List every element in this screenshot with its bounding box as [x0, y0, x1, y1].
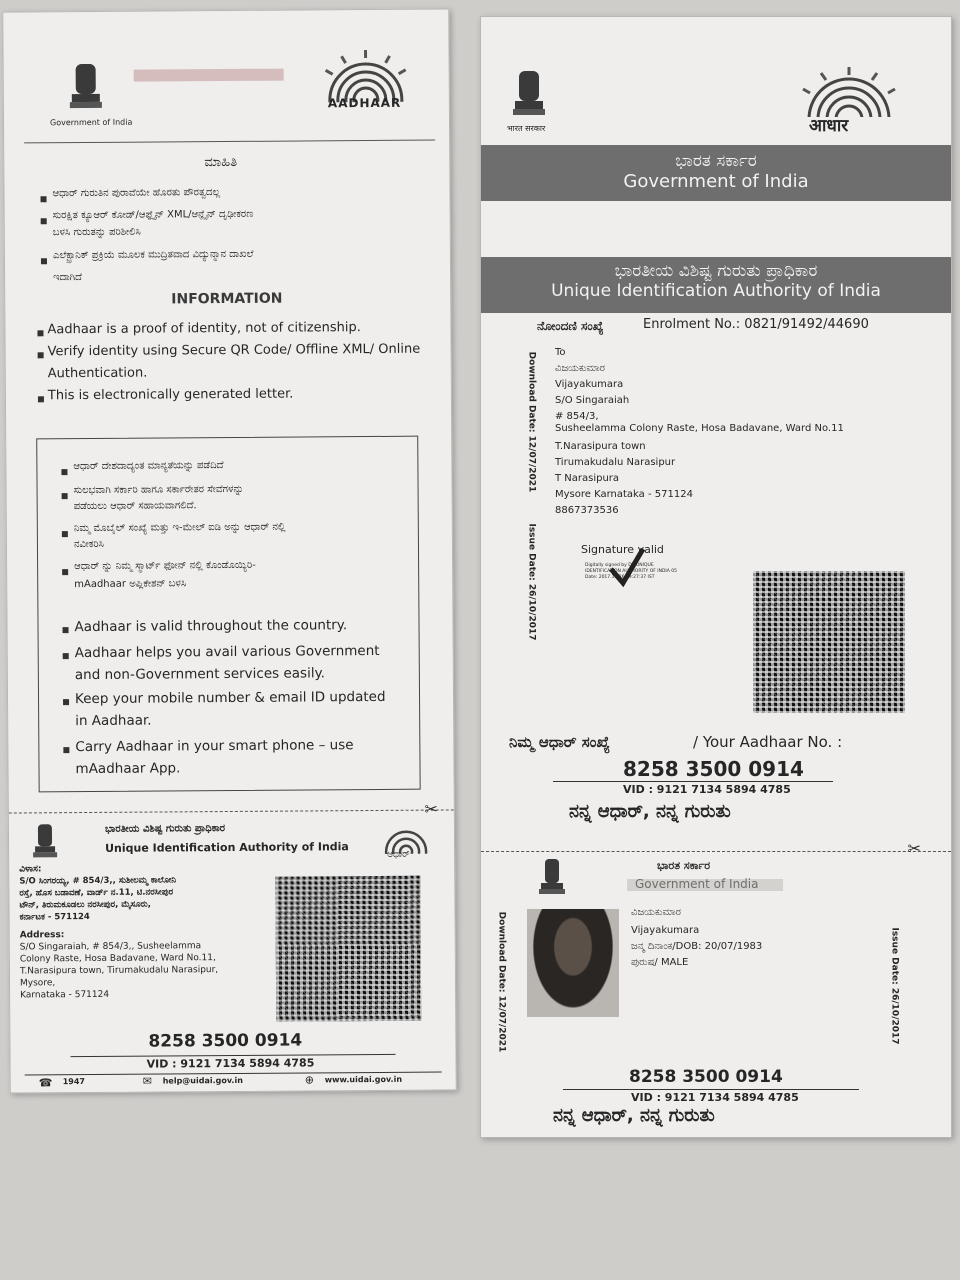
- signature-detail-2: IDENTIFICATION AUTHORITY OF INDIA 05: [585, 569, 677, 574]
- phone-icon: ☎: [38, 1076, 53, 1090]
- aadhaar-letter-back: [2, 8, 457, 1093]
- emblem-icon: [66, 58, 106, 114]
- uidai-en: Unique Identification Authority of India: [105, 840, 349, 855]
- header-divider: [24, 140, 435, 144]
- box-en-1: Aadhaar is valid throughout the country.: [74, 617, 348, 636]
- addr-line-4: # 854/3,: [555, 411, 599, 422]
- goi-hindi-label: भारत सरकार: [507, 124, 546, 133]
- address-en-label: Address:: [19, 930, 65, 941]
- address-kn-3: ಟೌನ್, ತಿರುಮಕೂಡಲು ನರಸೀಪುರ, ಮೈಸೂರು,: [19, 899, 151, 911]
- box-en-5: in Aadhaar.: [75, 712, 152, 730]
- aadhaar-fingerprint-icon: [322, 50, 410, 103]
- box-kn-4: ನಿಮ್ಮ ಮೊಬೈಲ್ ಸಂಖ್ಯೆ ಮತ್ತು ಇ-ಮೇಲ್ ಐಡಿ ಅನ್ನು ಆಧಾರ್ ನಲ್ಲಿ: [73, 521, 286, 535]
- your-aadhaar-label-en: / Your Aadhaar No. :: [693, 733, 843, 751]
- goi-band-kn: ಭಾರತ ಸರ್ಕಾರ: [675, 151, 757, 171]
- card-gender: ಪುರುಷ/ MALE: [631, 957, 689, 968]
- info-kn-4: ಎಲೆಕ್ಟ್ರಾನಿಕ್ ಪ್ರಕ್ರಿಯೆ ಮೂಲಕ ಮುದ್ರಿತವಾದ ವಿದ್ಯುನ್ಮಾನ ದಾಖಲೆ: [52, 248, 254, 262]
- address-kn-label: ವಿಳಾಸ:: [19, 864, 42, 875]
- redacted-bar: [134, 69, 284, 82]
- address-en-4: Mysore,: [19, 978, 56, 989]
- aadhaar-small-text: ಆಧಾರ್: [387, 849, 410, 860]
- footer-web: www.uidai.gov.in: [324, 1074, 403, 1085]
- address-kn-4: ಕರ್ನಾಟಕ - 571124: [19, 911, 90, 923]
- addr-line-5: Susheelamma Colony Raste, Hosa Badavane, Ward No.11: [555, 423, 844, 434]
- info-kn-5: ಇದಾಗಿದೆ: [53, 272, 82, 284]
- box-kn-2: ಸುಲಭವಾಗಿ ಸರ್ಕಾರಿ ಹಾಗೂ ಸರ್ಕಾರೇತರ ಸೇವೆಗಳನ್ನು: [73, 483, 244, 497]
- box-kn-3: ಪಡೆಯಲು ಆಧಾರ್ ಸಹಾಯವಾಗಲಿದೆ.: [73, 500, 197, 513]
- addr-line-6: T.Narasipura town: [555, 441, 646, 452]
- aadhaar-logo-text: AADHAAR: [327, 95, 402, 111]
- emblem-small-icon: [31, 820, 59, 860]
- signature-valid: Signature valid: [581, 543, 664, 556]
- goi-band-en: Government of India: [623, 171, 809, 192]
- card-name-kn: ವಿಜಯಕುಮಾರ: [631, 907, 681, 918]
- bullet: [41, 218, 47, 224]
- uidai-kn: ಭಾರತೀಯ ವಿಶಿಷ್ಟ ಗುರುತು ಪ್ರಾಧಿಕಾರ: [104, 823, 226, 835]
- card-aadhaar-number: 8258 3500 0914: [629, 1067, 783, 1087]
- vid-number: VID : 9121 7134 5894 4785: [146, 1056, 315, 1071]
- box-kn-1: ಆಧಾರ್ ದೇಶದಾದ್ಯಂತ ಮಾನ್ಯತೆಯನ್ನು ಪಡೆದಿದೆ: [73, 460, 224, 473]
- globe-icon: ⊕: [304, 1073, 314, 1087]
- box-kn-7: mAadhaar ಅಪ್ಲಿಕೇಶನ್ ಬಳಸಿ: [74, 578, 187, 591]
- bullet: [41, 196, 47, 202]
- qr-code: [275, 876, 421, 1022]
- info-kn-3: ಬಳಸಿ ಗುರುತನ್ನು ಪರಿಶೀಲಿಸಿ: [52, 226, 141, 239]
- footer-bar: [25, 1072, 442, 1092]
- addr-line-9: Mysore Karnataka - 571124: [555, 489, 693, 500]
- redacted-bar: [627, 879, 783, 891]
- aadhaar-number-underline: [553, 781, 833, 782]
- enrolment-label-kn: ನೋಂದಣಿ ಸಂಖ್ಯೆ: [537, 319, 604, 333]
- info-title: INFORMATION: [171, 290, 283, 308]
- card-vid-number: VID : 9121 7134 5894 4785: [631, 1091, 799, 1104]
- box-kn-6: ಆಧಾರ್ ನ್ನು ನಿಮ್ಮ ಸ್ಮಾರ್ಟ್ ಫೋನ್ ನಲ್ಲಿ ಕೊಂಡೊಯ್ಯಿರಿ-: [74, 559, 256, 573]
- aadhaar-number: 8258 3500 0914: [148, 1030, 303, 1052]
- card-issue-date: Issue Date: 26/10/2017: [889, 927, 900, 1045]
- footer-phone: 1947: [62, 1077, 85, 1087]
- issue-date-vertical: Issue Date: 26/10/2017: [526, 523, 537, 641]
- info-en-1: Aadhaar is a proof of identity, not of citizenship.: [47, 320, 361, 338]
- bullet: [62, 493, 68, 499]
- address-kn-2: ರಸ್ತೆ, ಹೊಸ ಬಡಾವಣೆ, ವಾರ್ಡ್ ನ.11, ಟಿ.ನರಸೀಪುರ: [19, 887, 174, 899]
- addr-line-8: T Narasipura: [555, 473, 620, 484]
- bullet: [63, 627, 69, 633]
- card-name-en: Vijayakumara: [631, 925, 700, 936]
- download-date-vertical: Download Date: 12/07/2021: [526, 351, 537, 493]
- address-en-2: Colony Raste, Hosa Badavane, Ward No.11,: [19, 953, 216, 965]
- to-label: To: [555, 347, 566, 358]
- aadhaar-fingerprint-icon: [797, 67, 901, 117]
- uidai-band-en: Unique Identification Authority of India: [551, 281, 881, 301]
- info-en-3: Authentication.: [47, 365, 148, 382]
- box-kn-5: ನವೀಕರಿಸಿ: [73, 538, 104, 551]
- qr-code-large: [753, 571, 905, 713]
- mail-icon: ✉: [142, 1074, 152, 1088]
- card-download-date: Download Date: 12/07/2021: [496, 911, 507, 1053]
- bullet: [63, 699, 69, 705]
- uidai-band: [481, 257, 951, 313]
- info-en-2: Verify identity using Secure QR Code/ Offline XML/ Online: [47, 341, 421, 360]
- aadhaar-number-large: 8258 3500 0914: [623, 757, 804, 781]
- box-en-3: and non-Government services easily.: [74, 665, 325, 684]
- card-dob: ಜನ್ಮ ದಿನಾಂಕ/DOB: 20/07/1983: [631, 941, 763, 952]
- signature-detail-3: Date: 2017.10.26 19:27:37 IST: [585, 575, 655, 580]
- card-aadhaar-underline: [563, 1089, 859, 1090]
- addr-line-3: S/O Singaraiah: [555, 395, 630, 406]
- bullet: [61, 469, 67, 475]
- bullet: [62, 569, 68, 575]
- address-en-3: T.Narasipura town, Tirumakudalu Narasipur,: [19, 965, 219, 977]
- goi-band: [481, 145, 951, 201]
- addr-line-1: ವಿಜಯಕುಮಾರ: [555, 363, 605, 374]
- bullet: [38, 396, 44, 402]
- info-kn-2: ಸುರಕ್ಷಿತ ಕ್ಯೂಆರ್ ಕೋಡ್/ಆಫ್ಲೈನ್ XML/ಆನ್ಲೈನ್ ದೃಢೀಕರಣ: [52, 208, 254, 222]
- box-en-6: Carry Aadhaar in your smart phone – use: [75, 737, 354, 756]
- bullet: [37, 330, 43, 336]
- emblem-icon: [509, 65, 549, 121]
- addr-line-7: Tirumakudalu Narasipur: [555, 457, 676, 468]
- scissors-icon: ✂: [907, 839, 921, 858]
- address-en-5: Karnataka - 571124: [20, 989, 110, 1001]
- enrolment-number: Enrolment No.: 0821/91492/44690: [643, 317, 869, 332]
- bullet: [38, 352, 44, 358]
- bullet: [63, 653, 69, 659]
- cut-line: [9, 809, 454, 813]
- info-en-4: This is electronically generated letter.: [47, 386, 294, 404]
- box-en-7: mAadhaar App.: [75, 760, 181, 778]
- slogan: ನನ್ನ ಆಧಾರ್, ನನ್ನ ಗುರುತು: [569, 801, 731, 822]
- addr-line-10: 8867373536: [555, 505, 619, 516]
- aadhaar-letter-front: [480, 16, 952, 1138]
- goi-label: Government of India: [49, 117, 133, 128]
- info-kn-1: ಆಧಾರ್ ಗುರುತಿನ ಪುರಾವೆಯೇ ಹೊರತು ಪೌರತ್ವದಲ್ಲ: [52, 187, 221, 200]
- bullet: [63, 747, 69, 753]
- emblem-small-icon: [537, 855, 567, 897]
- profile-photo: [527, 909, 619, 1017]
- footer-email: help@uidai.gov.in: [162, 1075, 243, 1086]
- check-mark-icon: [607, 545, 647, 589]
- bullet: [62, 531, 68, 537]
- aadhaar-hindi-logo: आधार: [809, 116, 849, 136]
- bullet: [41, 258, 47, 264]
- cut-line: [481, 851, 951, 852]
- address-en-1: S/O Singaraiah, # 854/3,, Susheelamma: [19, 941, 202, 953]
- benefits-box: [36, 436, 420, 793]
- your-aadhaar-label-kn: ನಿಮ್ಮ ಆಧಾರ್ ಸಂಖ್ಯೆ: [509, 733, 610, 751]
- scissors-icon: ✂: [424, 799, 438, 819]
- vid-number: VID : 9121 7134 5894 4785: [623, 783, 791, 796]
- box-en-2: Aadhaar helps you avail various Government: [74, 642, 380, 662]
- uidai-band-kn: ಭಾರತೀಯ ವಿಶಿಷ್ಟ ಗುರುತು ಪ್ರಾಧಿಕಾರ: [614, 261, 818, 281]
- info-kn-title: ಮಾಹಿತಿ: [204, 154, 238, 171]
- addr-line-2: Vijayakumara: [555, 379, 624, 390]
- signature-detail-1: Digitally signed by DS UNIQUE: [585, 563, 654, 568]
- card-slogan: ನನ್ನ ಆಧಾರ್, ನನ್ನ ಗುರುತು: [553, 1105, 715, 1126]
- address-kn-1: S/O ಸಿಂಗರಯ್ಯ, # 854/3,, ಸುಶೀಲಮ್ಮ ಕಾಲೋನಿ: [19, 875, 177, 887]
- card-goi-kn: ಭಾರತ ಸರ್ಕಾರ: [657, 859, 711, 872]
- box-en-4: Keep your mobile number & email ID updated: [74, 688, 386, 708]
